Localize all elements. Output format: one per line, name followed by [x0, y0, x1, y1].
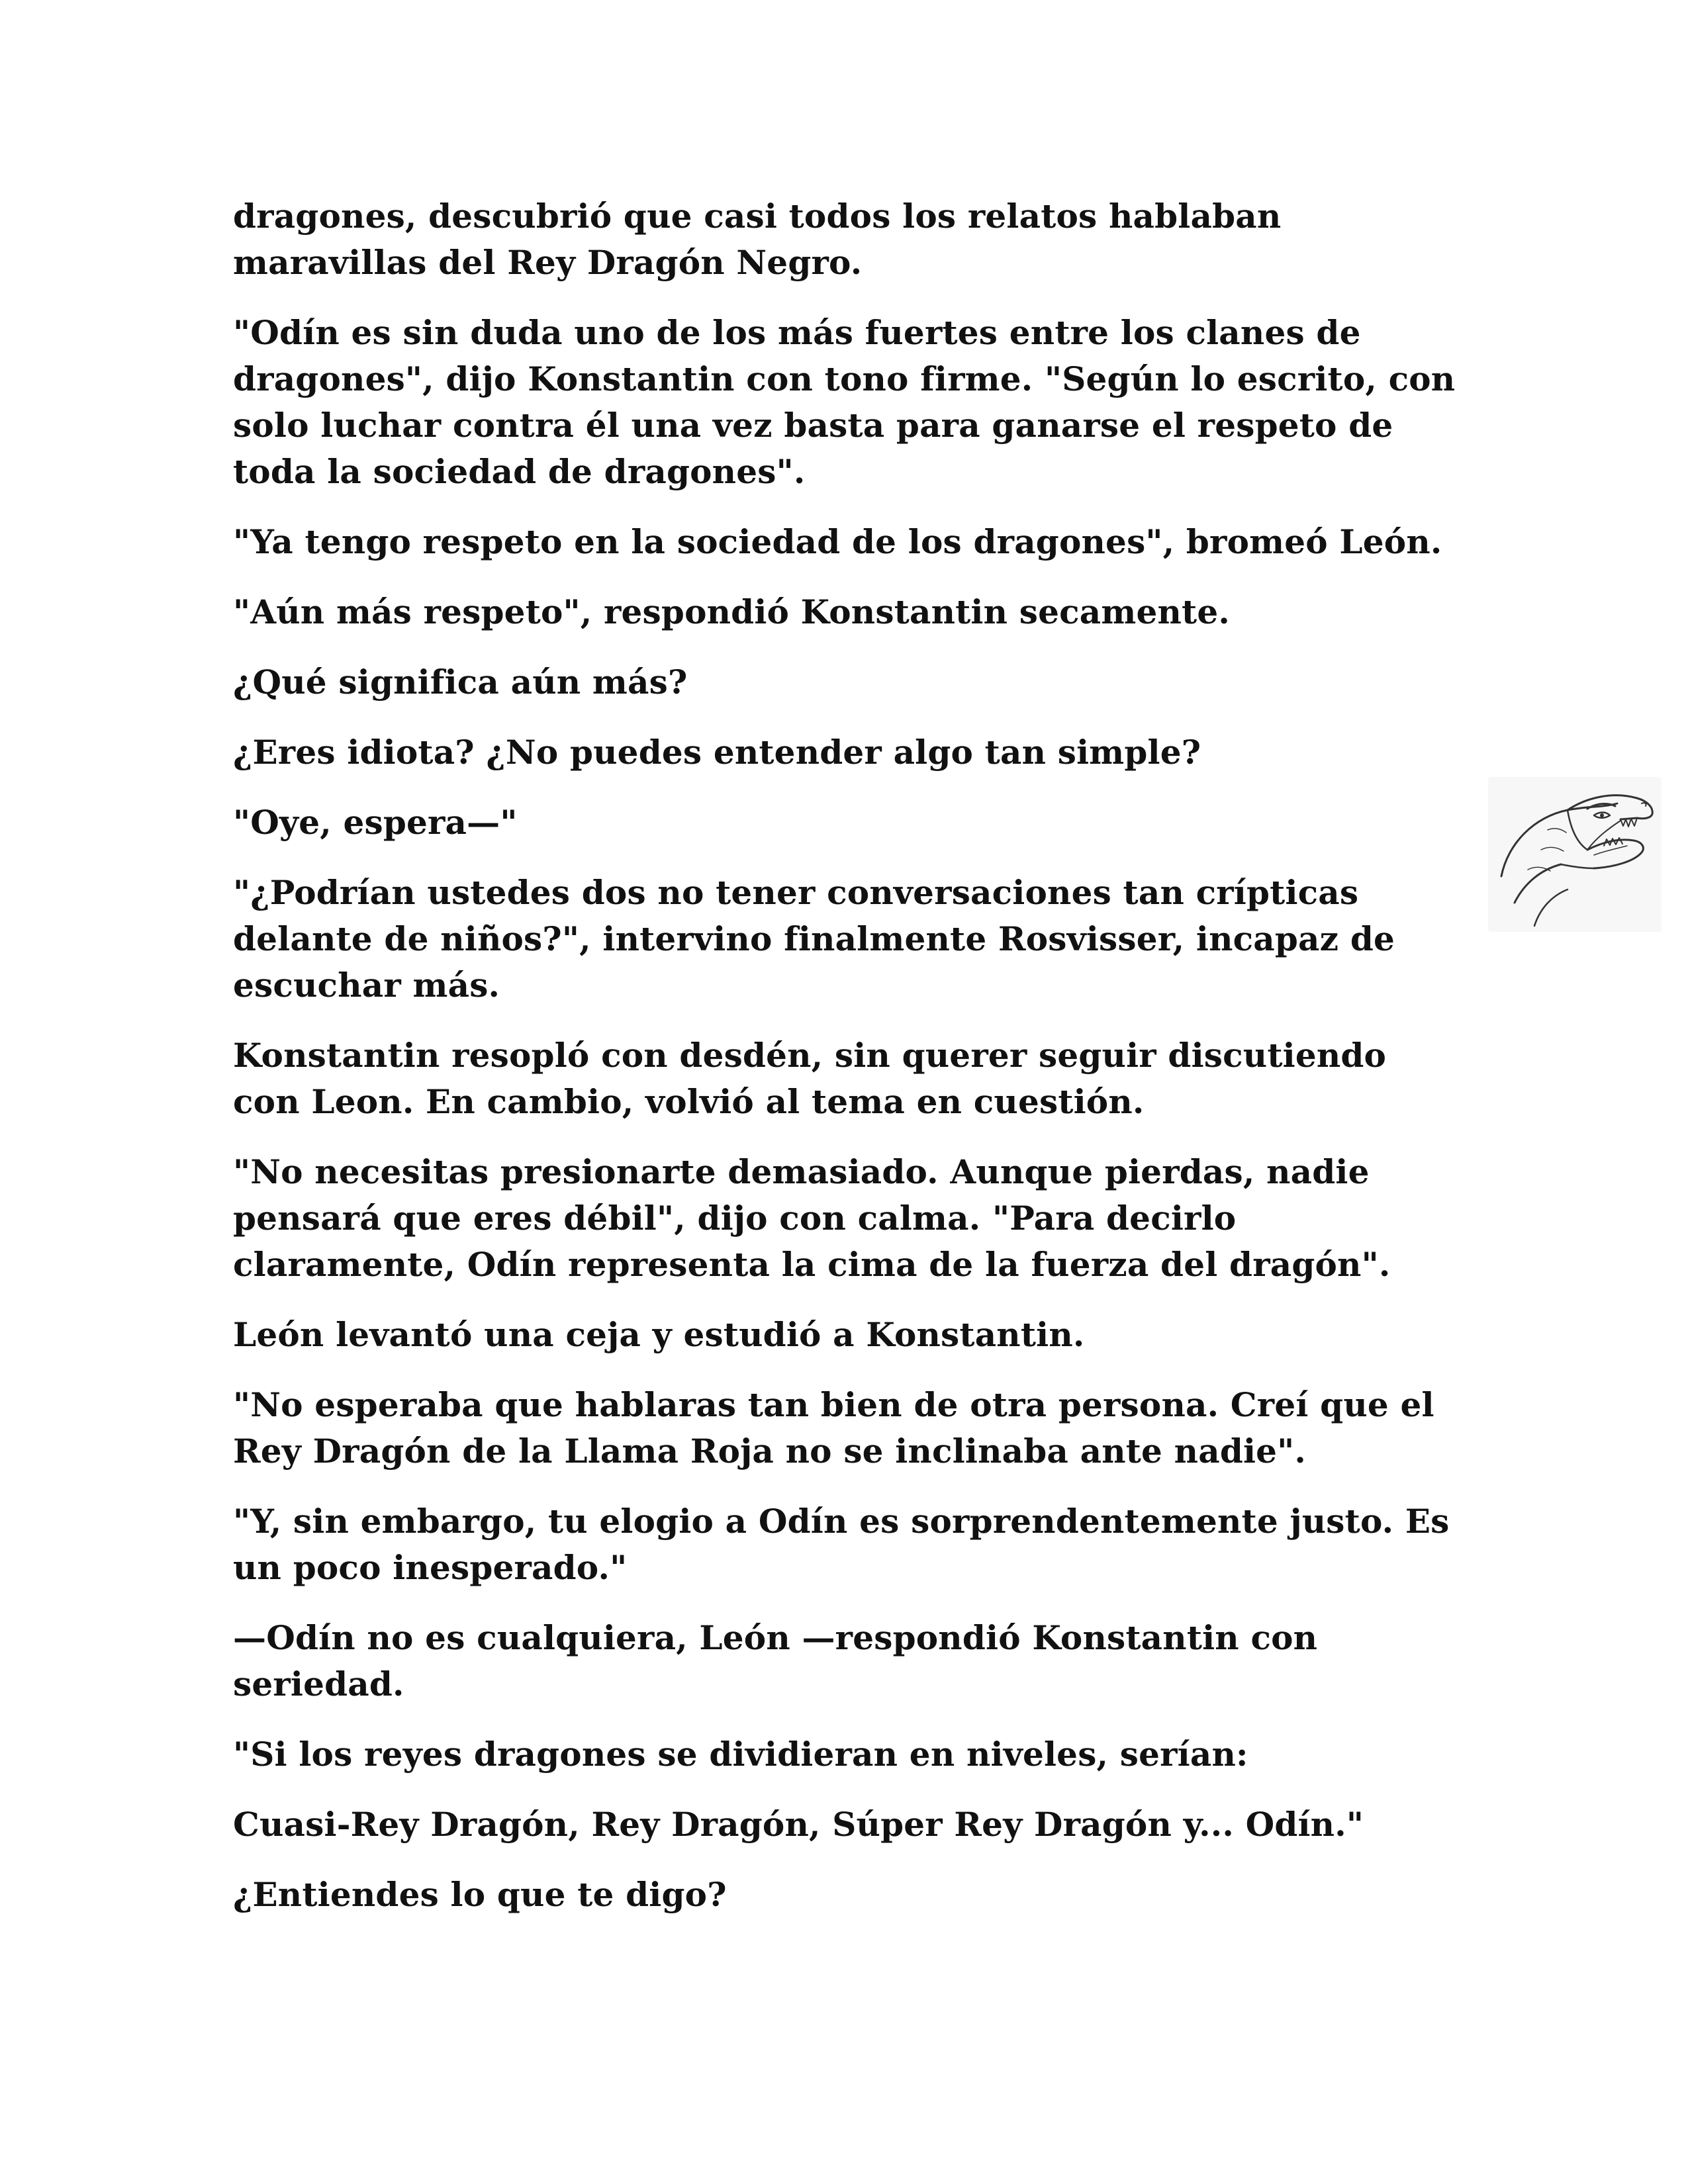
paragraph: "Si los reyes dragones se dividieran en niveles, serían:: [233, 1735, 1248, 1774]
paragraph: "No esperaba que hablaras tan bien de otra persona. Creí que el Rey Dragón de la Llama Roja no se inclinaba ante nadie".: [233, 1385, 1434, 1471]
paragraph: Konstantin resopló con desdén, sin querer seguir discutiendo con Leon. En cambio, volvió al tema en cuestión.: [233, 1036, 1387, 1121]
paragraph: Cuasi-Rey Dragón, Rey Dragón, Súper Rey Dragón y... Odín.": [233, 1805, 1364, 1844]
body-text: [233, 193, 1464, 1942]
paragraph: —Odín no es cualquiera, León —respondió Konstantin con seriedad.: [233, 1618, 1318, 1704]
paragraph: León levantó una ceja y estudió a Konstantin.: [233, 1315, 1085, 1354]
paragraph: "Oye, espera—": [233, 803, 518, 842]
paragraph: "Odín es sin duda uno de los más fuertes entre los clanes de dragones", dijo Konstantin con tono firme. "Según lo escrito, con solo luchar contra él una vez basta para ganarse el respeto de toda la sociedad de dragones".: [233, 313, 1456, 491]
dragon-head-sketch-icon: [1488, 777, 1662, 932]
paragraph: dragones, descubrió que casi todos los relatos hablaban maravillas del Rey Dragón Negro.: [233, 197, 1282, 282]
paragraph: ¿Entiendes lo que te digo?: [233, 1875, 727, 1914]
paragraph: "Ya tengo respeto en la sociedad de los dragones", bromeó León.: [233, 522, 1442, 561]
paragraph: ¿Eres idiota? ¿No puedes entender algo tan simple?: [233, 733, 1201, 772]
paragraph: "No necesitas presionarte demasiado. Aunque pierdas, nadie pensará que eres débil", dijo con calma. "Para decirlo claramente, Odín representa la cima de la fuerza del dragón".: [233, 1152, 1391, 1284]
paragraph: "Aún más respeto", respondió Konstantin secamente.: [233, 592, 1230, 631]
paragraph: ¿Qué significa aún más?: [233, 662, 688, 702]
paragraph: "Y, sin embargo, tu elogio a Odín es sorprendentemente justo. Es un poco inesperado.": [233, 1502, 1450, 1587]
paragraph: "¿Podrían ustedes dos no tener conversaciones tan crípticas delante de niños?", intervino finalmente Rosvisser, incapaz de escuchar más.: [233, 873, 1395, 1005]
